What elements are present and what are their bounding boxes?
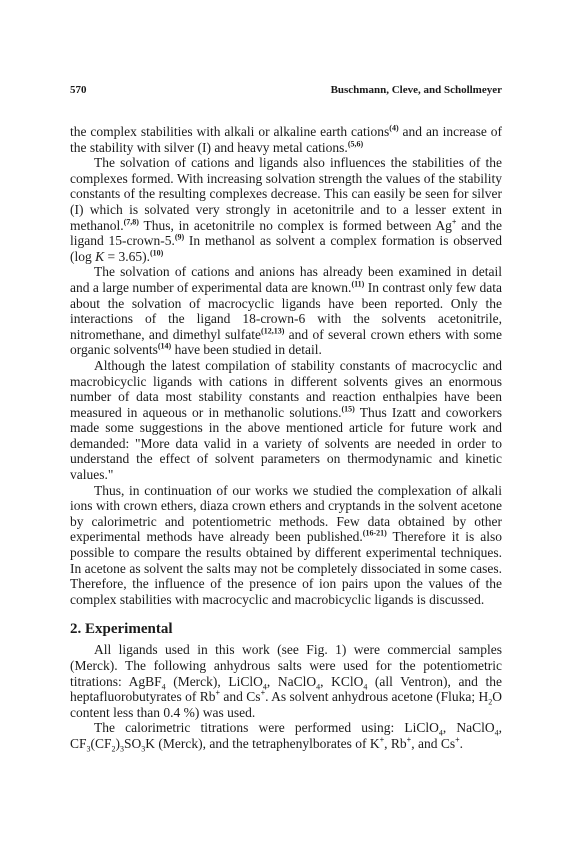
paragraph: The solvation of cations and anions has already been examined in detail and a large number of experimental data are known.$^{(11)}$ In contrast only few data about the solvation of macrocyclic ligands have been reported. Only the interactions of the ligand 18-crown-6 with the solvents acetonitrile, nitromethane, and dimethyl sulfate$^{(12,13)}$ and of several crown ethers with some organic solvents$^{(14)}$ have been studied in detail. (70, 264, 503, 358)
running-header (70, 84, 502, 98)
paragraph: The solvation of cations and ligands also influences the stabilities of the complexes formed. With increasing solvation strength the values of the stability constants of the resulting complexes decrease. This can easily be seen for silver (I) which is solvated very strongly in acetonitrile and to a lesser extent in methanol.$^{(7,8)}$ Thus, in acetonitrile no complex is formed between Ag+ and the ligand 15-crown-5.$^{(9)}$ In methanol as solvent a complex formation is observed (log K = 3.65).$^{(10)}$ (70, 155, 502, 264)
paragraph: Thus, in continuation of our works we studied the complexation of alkali ions with crown ethers, diaza crown ethers and cryptands in the solvent acetone by calorimetric and potentiometric methods. Few data obtained by other experimental methods have already been published.$^{(16-21)}$ Therefore it is also possible to compare the results obtained by different experimental techniques. In acetone as solvent the salts may not be completely dissociated in some cases. Therefore, the influence of the presence of ion pairs upon the values of the complex stabilities with macrocyclic and macrobicyclic ligands is discussed. (70, 482, 502, 607)
paragraph: All ligands used in this work (see Fig. 1) were commercial samples (Merck). The following anhydrous salts were used for the potentiometric titrations: AgBF$_4$ (Merck), LiClO$_4$, NaClO$_4$, KClO$_4$ (all Ventron), and the heptafluorobutyrates of Rb+ and Cs+. As solvent anhydrous acetone (Fluka; $H_2O$ content less than 0.4 %) was used. (70, 642, 503, 720)
section-heading: 2. Experimental (70, 621, 173, 638)
paragraph: The calorimetric titrations were performed using: LiClO$_4$, NaClO$_4$, $CF_3(CF_2)_3SO_3K$ (Merck), and the tetraphenylborates of K+, Rb+, and Cs+. (70, 720, 503, 754)
paragraph: Although the latest compilation of stability constants of macrocyclic and macrobicyclic ligands with cations in different solvents gives an enormous number of data most stability constants and reaction enthalpies have been measured in aqueous or in methanolic solutions.$^{(15)}$ Thus Izatt and coworkers made some suggestions in the above mentioned article for future work and demanded: "More data valid in a variety of solvents are needed in order to understand the effect of solvent parameters on thermodynamic and kinetic values." (70, 357, 502, 483)
article-body (70, 124, 502, 752)
paragraph: the complex stabilities with alkali or alkaline earth cations$^{(4)}$ and an increase of the stability with silver (I) and heavy metal cations.$^{(5,6)}$ (70, 123, 502, 155)
page-number: 570 (70, 84, 87, 96)
running-head-authors: Buschmann, Cleve, and Schollmeyer (330, 84, 502, 96)
